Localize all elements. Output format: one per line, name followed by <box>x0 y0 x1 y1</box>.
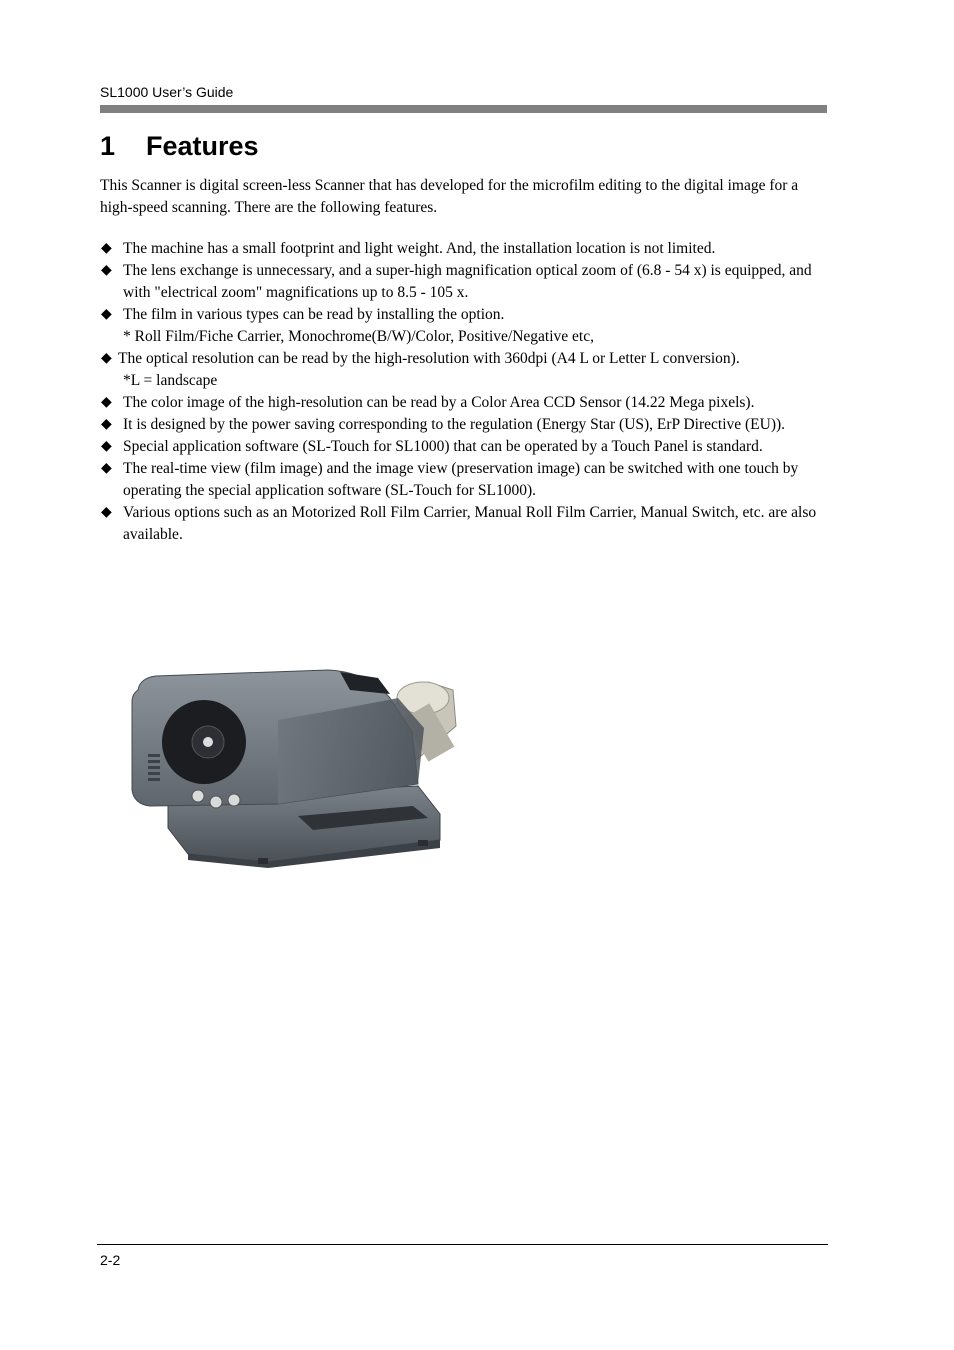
list-item <box>100 348 840 392</box>
feature-text: The real-time view (film image) and the image view (preservation image) can be switched with one touch by operating the special application software (SL-Touch for SL1000). <box>123 460 799 499</box>
list-item <box>100 304 840 348</box>
feature-text: The optical resolution can be read by the high-resolution with 360dpi (A4 L or Letter L conversion). <box>118 350 740 367</box>
feature-text: The lens exchange is unnecessary, and a super-high magnification optical zoom of (6.8 - 54 x) is equipped, and with "electrical zoom" magnifications up to 8.5 - 105 x. <box>123 262 812 301</box>
feature-subtext: *L = landscape <box>123 372 218 389</box>
section-heading <box>100 131 259 162</box>
diamond-bullet-icon: ◆ <box>101 351 112 366</box>
list-item <box>100 414 840 436</box>
diamond-bullet-icon: ◆ <box>101 505 112 520</box>
feature-text: The color image of the high-resolution can be read by a Color Area CCD Sensor (14.22 Mega pixels). <box>123 394 755 411</box>
diamond-bullet-icon: ◆ <box>101 395 112 410</box>
diamond-bullet-icon: ◆ <box>101 307 112 322</box>
feature-list <box>100 238 840 546</box>
list-item <box>100 458 840 502</box>
diamond-bullet-icon: ◆ <box>101 417 112 432</box>
list-item <box>100 260 840 304</box>
feature-text: Various options such as an Motorized Roll Film Carrier, Manual Roll Film Carrier, Manual Switch, etc. are also available. <box>123 504 817 543</box>
list-item <box>100 502 840 546</box>
header-rule <box>100 105 827 113</box>
list-item <box>100 238 840 260</box>
diamond-bullet-icon: ◆ <box>101 263 112 278</box>
page-header: SL1000 User’s Guide <box>100 84 234 100</box>
diamond-bullet-icon: ◆ <box>101 439 112 454</box>
feature-text: It is designed by the power saving corresponding to the regulation (Energy Star (US), ErP Directive (EU)). <box>123 416 786 433</box>
page-number: 2-2 <box>100 1252 121 1268</box>
feature-text: Special application software (SL-Touch for SL1000) that can be operated by a Touch Panel is standard. <box>123 438 763 455</box>
scanner-product-photo <box>128 668 468 868</box>
intro-paragraph: This Scanner is digital screen-less Scanner that has developed for the microfilm editing to the digital image for a high-speed scanning. There are the following features. <box>100 177 799 216</box>
footer-rule <box>97 1244 828 1245</box>
list-item <box>100 436 840 458</box>
list-item <box>100 392 840 414</box>
diamond-bullet-icon: ◆ <box>101 241 112 256</box>
diamond-bullet-icon: ◆ <box>101 461 112 476</box>
feature-text: The film in various types can be read by installing the option. <box>123 306 505 323</box>
feature-subtext: * Roll Film/Fiche Carrier, Monochrome(B/W)/Color, Positive/Negative etc, <box>123 328 594 345</box>
section-title: Features <box>146 131 259 161</box>
section-number: 1 <box>100 131 116 161</box>
feature-text: The machine has a small footprint and light weight. And, the installation location is not limited. <box>123 240 716 257</box>
